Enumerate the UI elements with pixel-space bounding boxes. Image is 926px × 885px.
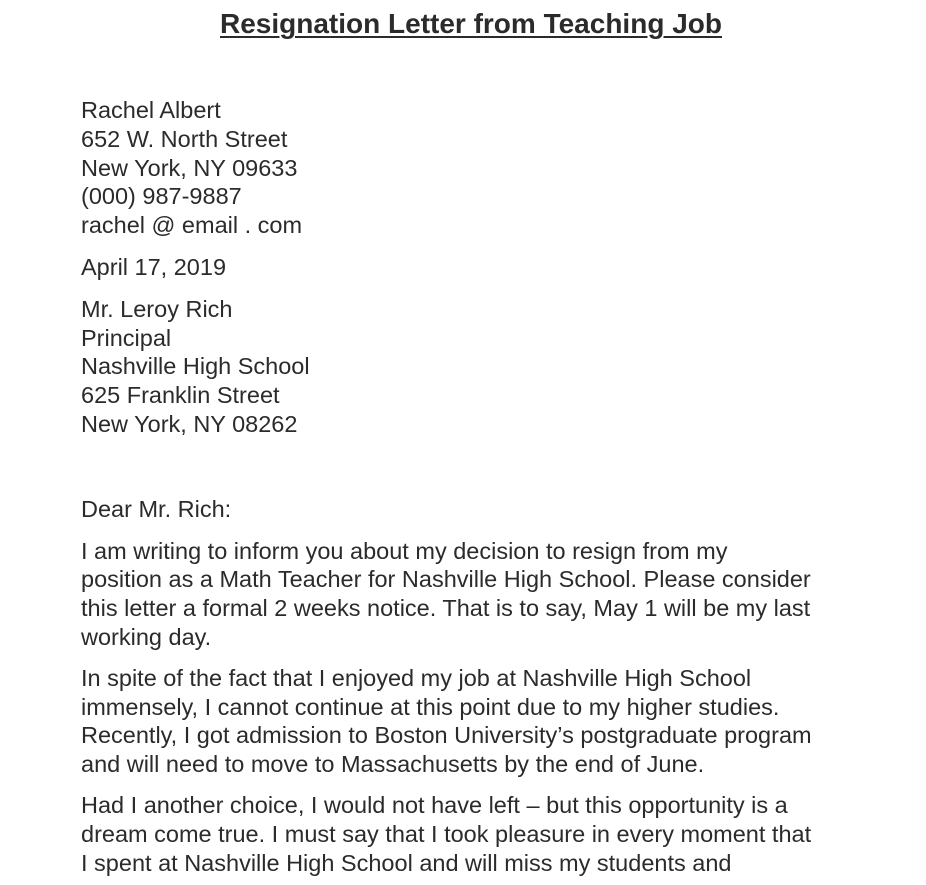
paragraph-line: dream come true. I must say that I took pleasure in every moment that — [81, 820, 812, 847]
sender-city-state-zip: New York, NY 09633 — [81, 154, 298, 181]
letter-date: April 17, 2019 — [81, 253, 227, 280]
paragraph-line: immensely, I cannot continue at this point due to my higher studies. — [81, 693, 780, 720]
sender-phone: (000) 987-9887 — [81, 183, 242, 210]
sender-address-block — [81, 96, 881, 240]
sender-name: Rachel Albert — [81, 97, 221, 123]
paragraph-line: Recently, I got admission to Boston University’s postgraduate program — [81, 722, 812, 749]
recipient-city-state-zip: New York, NY 08262 — [81, 410, 298, 437]
paragraph-line: Had I another choice, I would not have left – but this opportunity is a — [81, 791, 788, 818]
paragraph-line: I am writing to inform you about my decision to resign from my — [81, 537, 728, 564]
paragraph-line: and will need to move to Massachusetts by the end of June. — [81, 751, 705, 778]
sender-email: rachel @ email . com — [81, 212, 303, 239]
document-title: Resignation Letter from Teaching Job — [220, 8, 722, 39]
paragraph-line: In spite of the fact that I enjoyed my job at Nashville High School — [81, 664, 752, 691]
paragraph-line: I spent at Nashville High School and will miss my students and — [81, 849, 732, 876]
paragraph-line: this letter a formal 2 weeks notice. That is to say, May 1 will be my last — [81, 595, 811, 622]
paragraph-line: working day. — [81, 623, 212, 650]
recipient-name: Mr. Leroy Rich — [81, 295, 233, 322]
recipient-title: Principal — [81, 324, 172, 351]
recipient-street: 625 Franklin Street — [81, 382, 280, 409]
recipient-address-block — [81, 295, 881, 439]
body-paragraph-3 — [81, 791, 881, 877]
letter-content — [81, 96, 881, 877]
paragraph-line: position as a Math Teacher for Nashville High School. Please consider — [81, 566, 811, 593]
body-paragraph-2 — [81, 664, 881, 779]
recipient-organization: Nashville High School — [81, 353, 310, 380]
sender-street: 652 W. North Street — [81, 125, 288, 152]
salutation: Dear Mr. Rich: — [81, 495, 232, 522]
body-paragraph-1 — [81, 537, 881, 652]
